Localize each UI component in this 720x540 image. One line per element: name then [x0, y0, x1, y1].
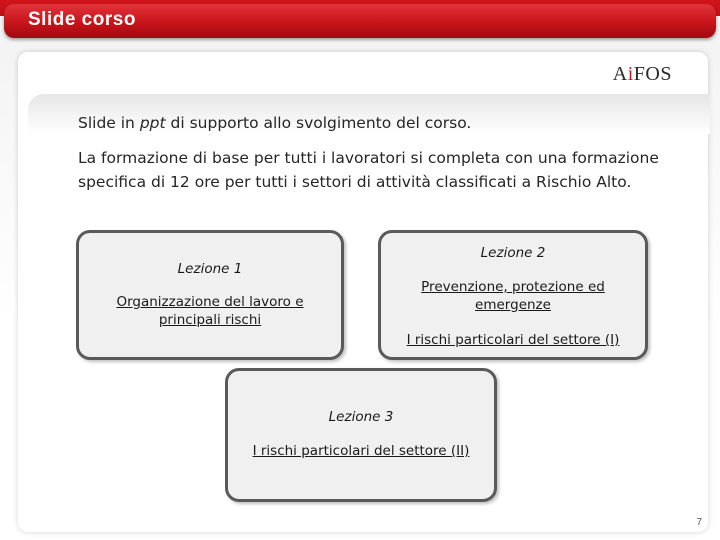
intro-text: Slide in ppt di supporto allo svolgimento del corso. [78, 114, 472, 132]
page-number: 7 [696, 517, 702, 528]
lesson-1-label: Lezione 1 [177, 261, 243, 277]
aifos-logo: AiFOS [612, 63, 672, 85]
description-paragraph: La formazione di base per tutti i lavoratori si completa con una formazione specifica di 12 ore per tutti i settori di attività classificati a Rischio Alto. [78, 149, 659, 191]
lesson-3-label: Lezione 3 [328, 409, 394, 425]
lesson-1-box [76, 230, 344, 360]
lesson-3-topic: I rischi particolari del settore (II) [252, 443, 470, 459]
lesson-2-topic-2: I rischi particolari del settore (I) [406, 332, 620, 348]
lesson-1-topic: Organizzazione del lavoro e principali rischi [116, 294, 304, 328]
lesson-2-label: Lezione 2 [480, 245, 546, 261]
lesson-2-topic: Prevenzione, protezione ed emergenze [421, 279, 605, 313]
lesson-2-box [378, 230, 648, 360]
title-bar [0, 0, 720, 44]
lesson-3-box [225, 368, 497, 502]
slide-title: Slide corso [28, 9, 136, 30]
